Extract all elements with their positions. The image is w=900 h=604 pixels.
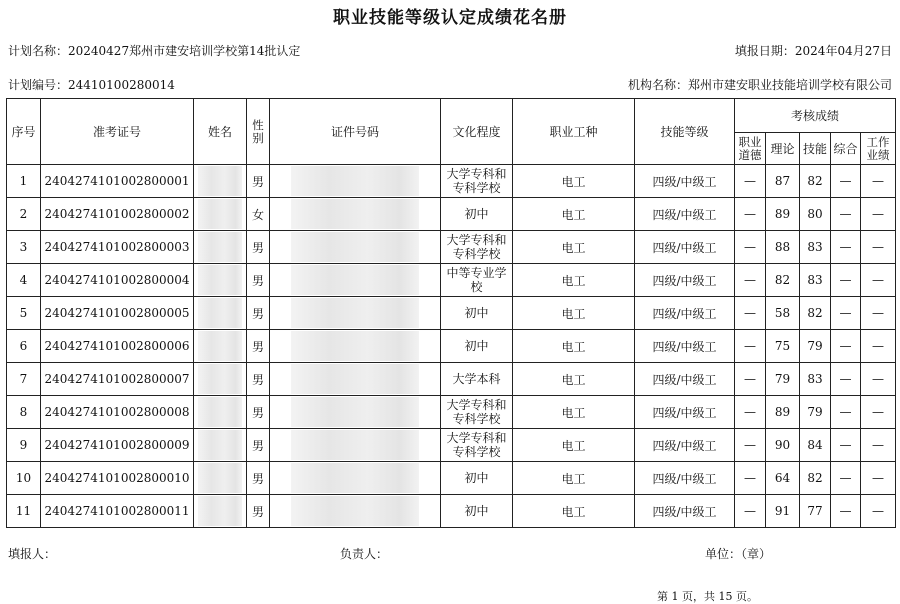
- plan-name: 计划名称：20240427郑州市建安培训学校第14批认定: [8, 44, 301, 58]
- cell-level: 四级/中级工: [635, 396, 735, 429]
- cell-comprehensive: —: [831, 165, 861, 198]
- document-title: 职业技能等级认定成绩花名册: [333, 8, 567, 28]
- cell-theory: 91: [766, 495, 800, 528]
- redacted-block: [198, 397, 242, 427]
- cell-education: 初中: [441, 462, 513, 495]
- header-skill: 技能: [800, 133, 831, 165]
- cell-work-perf: —: [861, 165, 896, 198]
- cell-id-masked: [270, 330, 441, 363]
- cell-seq: 8: [7, 396, 41, 429]
- cell-ethics: —: [735, 165, 766, 198]
- cell-id-masked: [270, 297, 441, 330]
- cell-name-masked: [194, 297, 247, 330]
- cell-education: 初中: [441, 495, 513, 528]
- cell-skill: 82: [800, 462, 831, 495]
- header-education: 文化程度: [441, 99, 513, 165]
- cell-comprehensive: —: [831, 495, 861, 528]
- cell-theory: 79: [766, 363, 800, 396]
- cell-comprehensive: —: [831, 198, 861, 231]
- cell-ethics: —: [735, 330, 766, 363]
- header-work-perf: 工作业绩: [861, 133, 896, 165]
- cell-skill: 83: [800, 231, 831, 264]
- cell-exam-no: 2404274101002800011: [41, 495, 194, 528]
- cell-gender: 男: [247, 330, 270, 363]
- cell-gender: 男: [247, 462, 270, 495]
- cell-skill: 79: [800, 330, 831, 363]
- cell-gender: 女: [247, 198, 270, 231]
- cell-education: 大学专科和专科学校: [441, 429, 513, 462]
- cell-skill: 83: [800, 264, 831, 297]
- cell-name-masked: [194, 264, 247, 297]
- cell-name-masked: [194, 429, 247, 462]
- cell-comprehensive: —: [831, 462, 861, 495]
- cell-level: 四级/中级工: [635, 231, 735, 264]
- cell-skill: 82: [800, 297, 831, 330]
- cell-level: 四级/中级工: [635, 495, 735, 528]
- cell-ethics: —: [735, 429, 766, 462]
- cell-exam-no: 2404274101002800009: [41, 429, 194, 462]
- cell-level: 四级/中级工: [635, 363, 735, 396]
- cell-ethics: —: [735, 396, 766, 429]
- cell-seq: 1: [7, 165, 41, 198]
- cell-name-masked: [194, 462, 247, 495]
- cell-level: 四级/中级工: [635, 198, 735, 231]
- cell-occupation: 电工: [513, 495, 635, 528]
- cell-id-masked: [270, 264, 441, 297]
- cell-comprehensive: —: [831, 429, 861, 462]
- cell-occupation: 电工: [513, 330, 635, 363]
- cell-theory: 58: [766, 297, 800, 330]
- cell-level: 四级/中级工: [635, 330, 735, 363]
- cell-name-masked: [194, 231, 247, 264]
- cell-seq: 7: [7, 363, 41, 396]
- cell-gender: 男: [247, 297, 270, 330]
- redacted-block: [198, 463, 242, 493]
- cell-id-masked: [270, 495, 441, 528]
- cell-ethics: —: [735, 231, 766, 264]
- cell-exam-no: 2404274101002800001: [41, 165, 194, 198]
- cell-occupation: 电工: [513, 396, 635, 429]
- cell-occupation: 电工: [513, 462, 635, 495]
- redacted-block: [291, 298, 419, 328]
- redacted-block: [198, 199, 242, 229]
- cell-education: 初中: [441, 330, 513, 363]
- cell-work-perf: —: [861, 462, 896, 495]
- cell-name-masked: [194, 495, 247, 528]
- cell-id-masked: [270, 363, 441, 396]
- cell-occupation: 电工: [513, 297, 635, 330]
- cell-occupation: 电工: [513, 198, 635, 231]
- person-in-charge-signature: 负责人：: [340, 547, 389, 561]
- cell-level: 四级/中级工: [635, 264, 735, 297]
- cell-occupation: 电工: [513, 363, 635, 396]
- cell-comprehensive: —: [831, 363, 861, 396]
- cell-seq: 5: [7, 297, 41, 330]
- table-row: [7, 198, 896, 231]
- cell-gender: 男: [247, 363, 270, 396]
- redacted-block: [198, 298, 242, 328]
- cell-seq: 6: [7, 330, 41, 363]
- cell-gender: 男: [247, 396, 270, 429]
- cell-education: 大学专科和专科学校: [441, 231, 513, 264]
- page-indicator: 第 1 页，共 15 页。: [657, 590, 758, 603]
- cell-work-perf: —: [861, 264, 896, 297]
- plan-code: 计划编号：24410100280014: [8, 78, 175, 92]
- table-row: [7, 297, 896, 330]
- cell-seq: 11: [7, 495, 41, 528]
- cell-work-perf: —: [861, 198, 896, 231]
- cell-comprehensive: —: [831, 231, 861, 264]
- cell-skill: 84: [800, 429, 831, 462]
- cell-seq: 3: [7, 231, 41, 264]
- cell-theory: 89: [766, 198, 800, 231]
- cell-skill: 83: [800, 363, 831, 396]
- cell-exam-no: 2404274101002800008: [41, 396, 194, 429]
- cell-occupation: 电工: [513, 165, 635, 198]
- cell-gender: 男: [247, 231, 270, 264]
- cell-exam-no: 2404274101002800006: [41, 330, 194, 363]
- redacted-block: [291, 232, 419, 262]
- cell-comprehensive: —: [831, 330, 861, 363]
- redacted-block: [291, 364, 419, 394]
- cell-comprehensive: —: [831, 396, 861, 429]
- redacted-block: [291, 463, 419, 493]
- header-name: 姓名: [194, 99, 247, 165]
- redacted-block: [198, 364, 242, 394]
- cell-theory: 88: [766, 231, 800, 264]
- table-row: [7, 495, 896, 528]
- cell-gender: 男: [247, 165, 270, 198]
- cell-exam-no: 2404274101002800002: [41, 198, 194, 231]
- cell-exam-no: 2404274101002800003: [41, 231, 194, 264]
- cell-name-masked: [194, 198, 247, 231]
- redacted-block: [198, 166, 242, 196]
- cell-ethics: —: [735, 264, 766, 297]
- cell-work-perf: —: [861, 396, 896, 429]
- cell-ethics: —: [735, 198, 766, 231]
- cell-id-masked: [270, 165, 441, 198]
- cell-education: 中等专业学校: [441, 264, 513, 297]
- table-row: [7, 330, 896, 363]
- cell-ethics: —: [735, 462, 766, 495]
- cell-exam-no: 2404274101002800007: [41, 363, 194, 396]
- redacted-block: [291, 166, 419, 196]
- header-scores-group: 考核成绩: [735, 99, 896, 133]
- cell-exam-no: 2404274101002800004: [41, 264, 194, 297]
- header-comprehensive: 综合: [831, 133, 861, 165]
- cell-comprehensive: —: [831, 264, 861, 297]
- cell-gender: 男: [247, 495, 270, 528]
- cell-seq: 10: [7, 462, 41, 495]
- redacted-block: [291, 397, 419, 427]
- redacted-block: [198, 265, 242, 295]
- cell-skill: 79: [800, 396, 831, 429]
- table-row: [7, 462, 896, 495]
- header-ethics: 职业道德: [735, 133, 766, 165]
- cell-theory: 90: [766, 429, 800, 462]
- unit-seal: 单位：（章）: [705, 547, 772, 561]
- cell-education: 初中: [441, 297, 513, 330]
- cell-education: 初中: [441, 198, 513, 231]
- cell-id-masked: [270, 429, 441, 462]
- cell-work-perf: —: [861, 330, 896, 363]
- cell-name-masked: [194, 363, 247, 396]
- cell-ethics: —: [735, 363, 766, 396]
- cell-work-perf: —: [861, 363, 896, 396]
- cell-skill: 77: [800, 495, 831, 528]
- table-row: [7, 396, 896, 429]
- redacted-block: [291, 331, 419, 361]
- table-row: [7, 429, 896, 462]
- cell-seq: 4: [7, 264, 41, 297]
- cell-skill: 80: [800, 198, 831, 231]
- cell-ethics: —: [735, 297, 766, 330]
- redacted-block: [198, 496, 242, 526]
- cell-theory: 82: [766, 264, 800, 297]
- roster-body: [7, 165, 896, 528]
- cell-comprehensive: —: [831, 297, 861, 330]
- cell-seq: 2: [7, 198, 41, 231]
- redacted-block: [291, 430, 419, 460]
- org-name: 机构名称：郑州市建安职业技能培训学校有限公司: [627, 78, 892, 92]
- header-theory: 理论: [766, 133, 800, 165]
- score-roster-table: [6, 98, 896, 528]
- cell-id-masked: [270, 231, 441, 264]
- cell-level: 四级/中级工: [635, 297, 735, 330]
- header-id-no: 证件号码: [270, 99, 441, 165]
- cell-name-masked: [194, 330, 247, 363]
- cell-exam-no: 2404274101002800005: [41, 297, 194, 330]
- redacted-block: [198, 430, 242, 460]
- cell-work-perf: —: [861, 429, 896, 462]
- cell-id-masked: [270, 396, 441, 429]
- header-seq: 序号: [7, 99, 41, 165]
- redacted-block: [291, 265, 419, 295]
- redacted-block: [291, 199, 419, 229]
- cell-occupation: 电工: [513, 231, 635, 264]
- cell-ethics: —: [735, 495, 766, 528]
- cell-id-masked: [270, 462, 441, 495]
- cell-education: 大学专科和专科学校: [441, 396, 513, 429]
- cell-name-masked: [194, 396, 247, 429]
- fill-date: 填报日期：2024年04月27日: [734, 44, 892, 58]
- cell-occupation: 电工: [513, 264, 635, 297]
- cell-theory: 89: [766, 396, 800, 429]
- cell-gender: 男: [247, 429, 270, 462]
- cell-name-masked: [194, 165, 247, 198]
- cell-education: 大学专科和专科学校: [441, 165, 513, 198]
- redacted-block: [198, 232, 242, 262]
- cell-theory: 75: [766, 330, 800, 363]
- cell-work-perf: —: [861, 231, 896, 264]
- cell-id-masked: [270, 198, 441, 231]
- cell-occupation: 电工: [513, 429, 635, 462]
- cell-gender: 男: [247, 264, 270, 297]
- reporter-signature: 填报人：: [8, 547, 57, 561]
- cell-seq: 9: [7, 429, 41, 462]
- cell-level: 四级/中级工: [635, 429, 735, 462]
- redacted-block: [291, 496, 419, 526]
- header-gender: 性别: [247, 99, 270, 165]
- cell-education: 大学本科: [441, 363, 513, 396]
- cell-work-perf: —: [861, 495, 896, 528]
- cell-level: 四级/中级工: [635, 165, 735, 198]
- cell-work-perf: —: [861, 297, 896, 330]
- header-exam-no: 准考证号: [41, 99, 194, 165]
- cell-level: 四级/中级工: [635, 462, 735, 495]
- header-level: 技能等级: [635, 99, 735, 165]
- cell-exam-no: 2404274101002800010: [41, 462, 194, 495]
- cell-theory: 64: [766, 462, 800, 495]
- redacted-block: [198, 331, 242, 361]
- header-occupation: 职业工种: [513, 99, 635, 165]
- table-row: [7, 231, 896, 264]
- table-row: [7, 264, 896, 297]
- cell-skill: 82: [800, 165, 831, 198]
- cell-theory: 87: [766, 165, 800, 198]
- table-row: [7, 363, 896, 396]
- table-row: [7, 165, 896, 198]
